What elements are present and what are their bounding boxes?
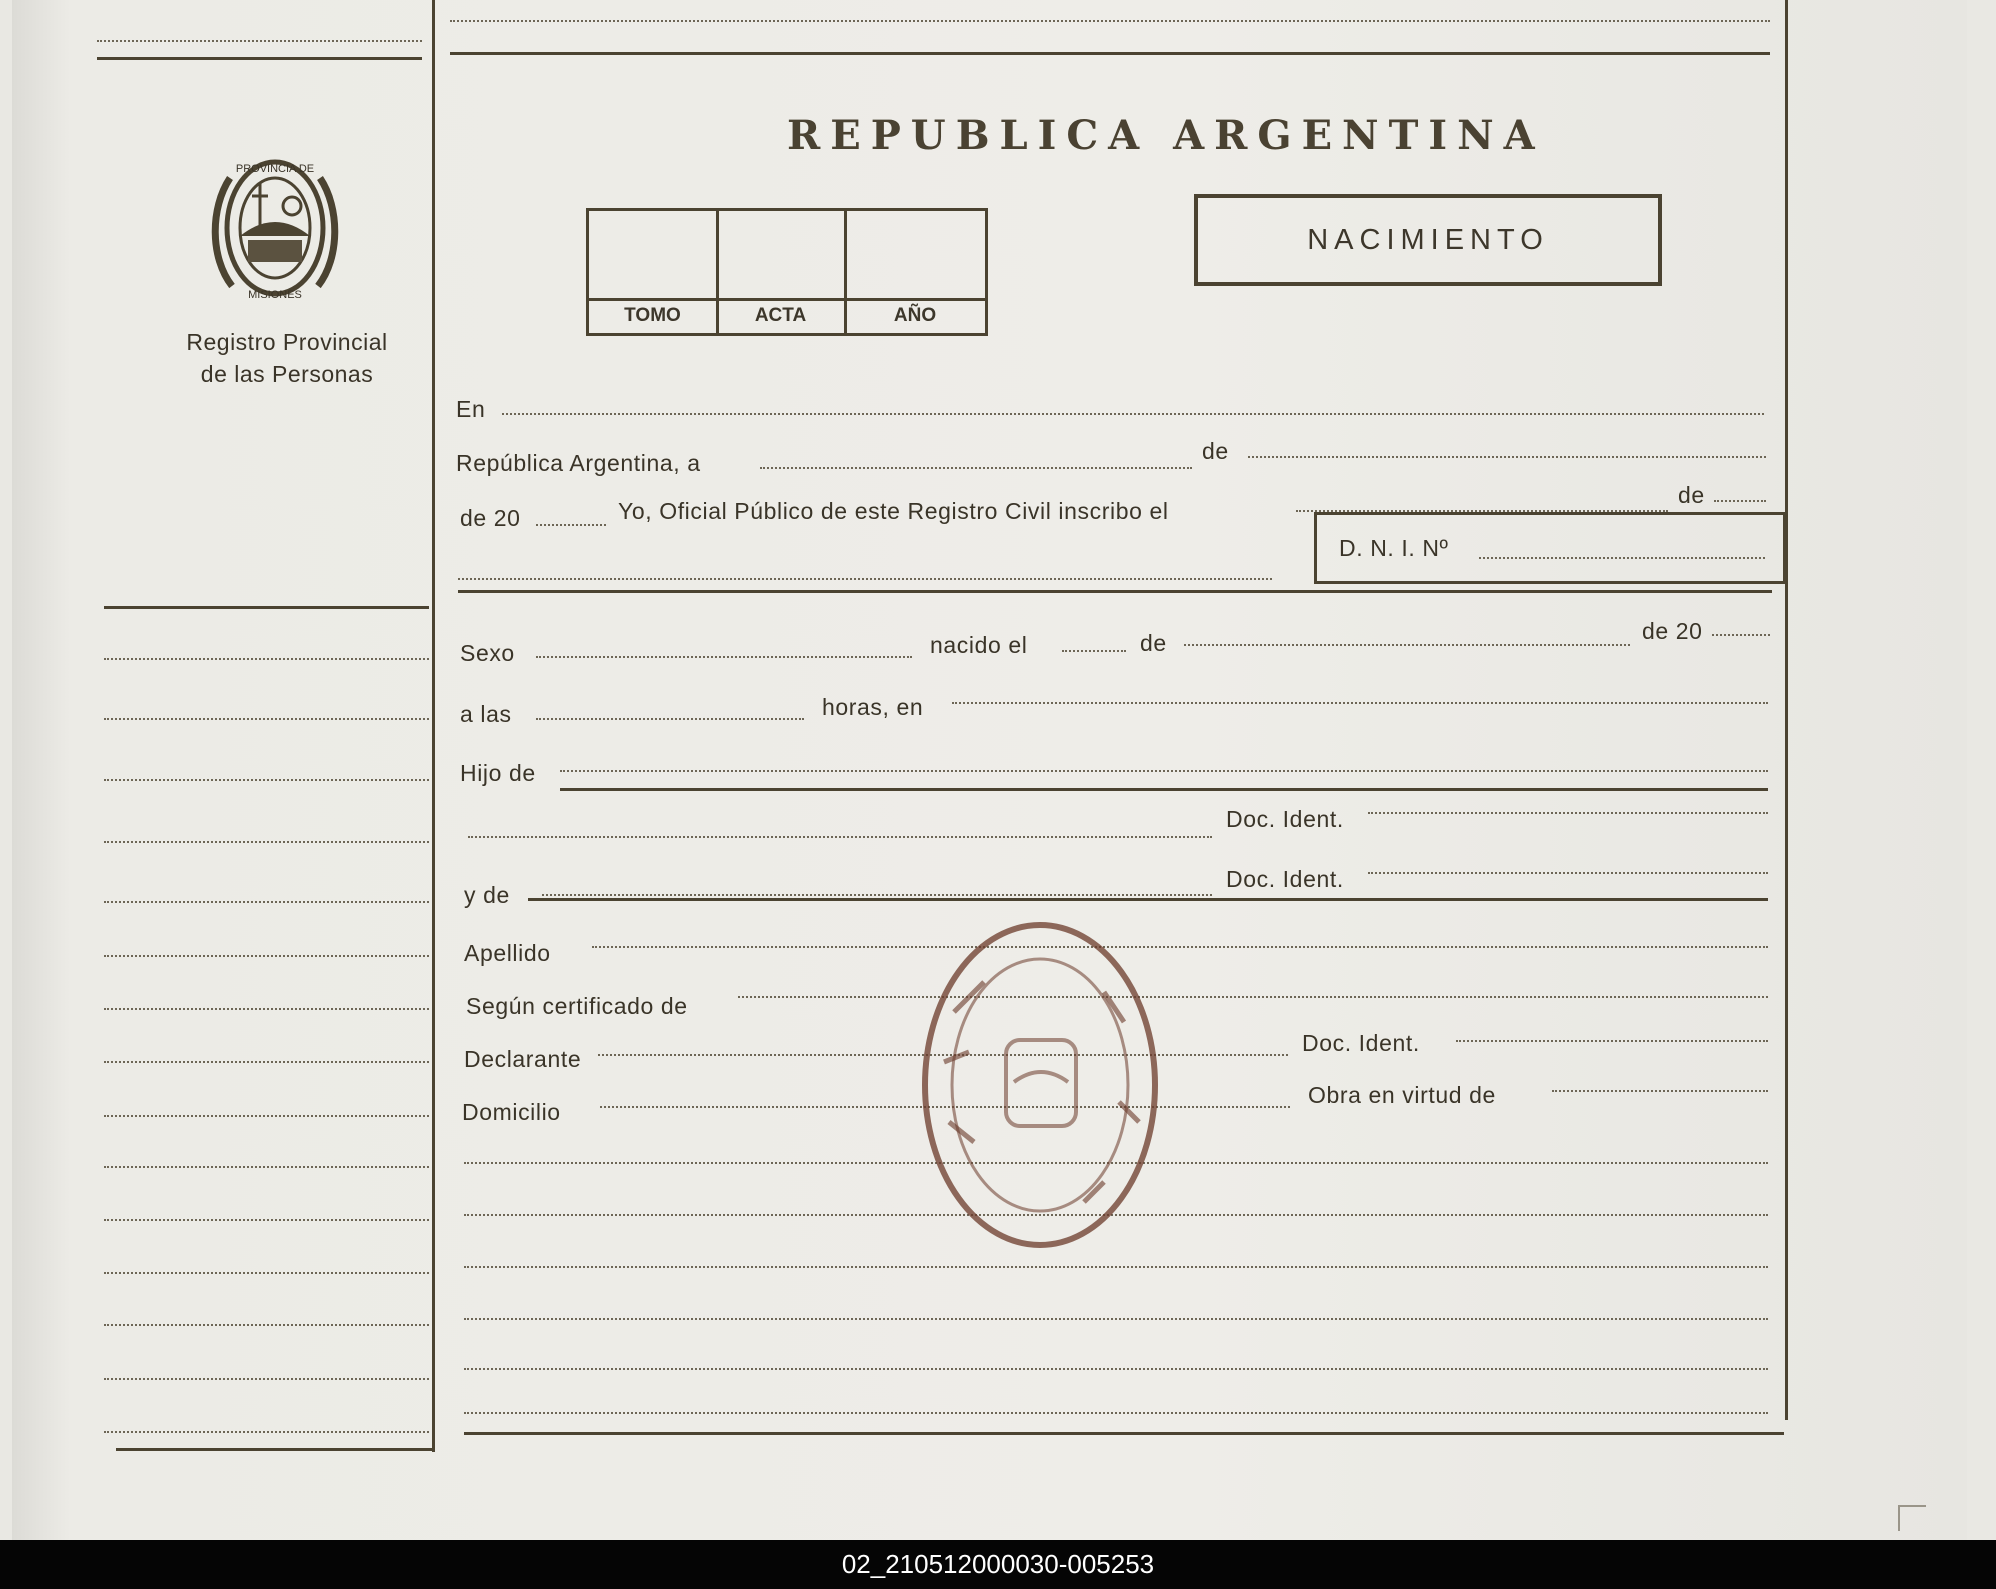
hour-field [536, 718, 804, 720]
top-dotted-right [450, 20, 1770, 22]
mother-doc-label: Doc. Ident. [1226, 866, 1344, 892]
mother-rule [528, 898, 1768, 901]
registry-line2: de las Personas [200, 361, 374, 387]
blank-line [464, 1266, 1768, 1268]
birth-year-field [1712, 634, 1770, 636]
de-label-2: de [1678, 482, 1705, 508]
left-dotted-line [104, 1219, 429, 1221]
left-dotted-line [104, 1272, 429, 1274]
name-field [458, 578, 1272, 580]
top-rule-right [450, 52, 1770, 55]
left-dotted-line [104, 718, 429, 720]
dni-box [1314, 512, 1786, 584]
blank-line [464, 1318, 1768, 1320]
blank-line [464, 1412, 1768, 1414]
declarante-label: Declarante [464, 1046, 582, 1072]
dni-field [1479, 557, 1765, 559]
left-dotted-line [104, 1431, 429, 1433]
domicilio-label: Domicilio [462, 1099, 561, 1125]
left-dotted-line [104, 1061, 429, 1063]
grid-label-bar [589, 298, 985, 301]
left-dotted-line [104, 1008, 429, 1010]
left-dotted-line [104, 1115, 429, 1117]
a-las-label: a las [460, 701, 512, 727]
year-label: de 20 [460, 505, 521, 531]
year-field [536, 524, 606, 526]
blank-line [464, 1368, 1768, 1370]
en-label: En [456, 396, 486, 422]
bottom-rule [464, 1432, 1784, 1435]
left-dotted-line [104, 901, 429, 903]
left-bottom-rule [116, 1448, 432, 1451]
inscribo-de-field [1714, 500, 1766, 502]
declarante-doc-field [1456, 1040, 1768, 1042]
en-field [502, 413, 1764, 415]
father-rule [560, 788, 1768, 791]
top-dotted-left [97, 40, 422, 42]
left-dotted-line [104, 779, 429, 781]
de-label: de [1202, 438, 1229, 464]
section-rule [458, 590, 1772, 593]
apellido-label: Apellido [464, 940, 551, 966]
father-doc-field [1368, 812, 1768, 814]
nacido-label: nacido el [930, 632, 1028, 658]
apellido-field [592, 946, 1768, 948]
left-dotted-line [104, 1324, 429, 1326]
top-rule-left [97, 57, 422, 60]
tomo-label: TOMO [624, 305, 681, 326]
corner-mark [1898, 1505, 1926, 1531]
page-title: REPUBLICA ARGENTINA [787, 112, 1545, 159]
certificate-page [12, 0, 1967, 1540]
left-dotted-line [104, 1166, 429, 1168]
right-border [1785, 0, 1788, 1420]
birth-day-field [1062, 650, 1126, 652]
segun-label: Según certificado de [466, 993, 688, 1019]
mother-field [542, 894, 1212, 896]
place-field [952, 702, 1768, 704]
crest-text-top: PROVINCIA DE [235, 163, 315, 175]
oficial-label: Yo, Oficial Público de este Registro Civil inscribo el [618, 498, 1169, 524]
registry-name [132, 326, 442, 390]
day-field [760, 467, 1192, 469]
birth-year-label: de 20 [1642, 618, 1703, 644]
official-stamp-icon [914, 912, 1166, 1258]
month-field [1248, 456, 1766, 458]
left-dotted-line [104, 841, 429, 843]
crest-text-bottom: MISIONES [248, 289, 302, 301]
left-section-rule [104, 606, 429, 609]
acta-label: ACTA [754, 305, 807, 326]
registry-line1: Registro Provincial [186, 329, 388, 355]
column-divider [432, 0, 435, 1452]
declarante-doc-label: Doc. Ident. [1302, 1030, 1420, 1056]
obra-field [1552, 1090, 1768, 1092]
horas-label: horas, en [822, 694, 924, 720]
republica-label: República Argentina, a [456, 450, 701, 476]
father-field [560, 770, 1768, 772]
father-name-field [468, 836, 1212, 838]
ano-label: AÑO [893, 305, 937, 326]
de-label-3: de [1140, 630, 1167, 656]
y-de-label: y de [464, 882, 510, 908]
obra-label: Obra en virtud de [1308, 1082, 1496, 1108]
hijo-de-label: Hijo de [460, 760, 536, 786]
misiones-crest-icon [200, 148, 350, 306]
father-doc-label: Doc. Ident. [1226, 806, 1344, 832]
dni-label: D. N. I. Nº [1339, 535, 1449, 561]
document-type-box: NACIMIENTO [1194, 194, 1662, 286]
left-dotted-line [104, 658, 429, 660]
sexo-label: Sexo [460, 640, 515, 666]
left-dotted-line [104, 1378, 429, 1380]
sexo-field [536, 656, 912, 658]
record-grid [586, 208, 988, 336]
image-id-footer: 02_210512000030-005253 [0, 1540, 1996, 1589]
mother-doc-field [1368, 872, 1768, 874]
left-dotted-line [104, 955, 429, 957]
segun-field [738, 996, 1768, 998]
birth-month-field [1184, 644, 1630, 646]
